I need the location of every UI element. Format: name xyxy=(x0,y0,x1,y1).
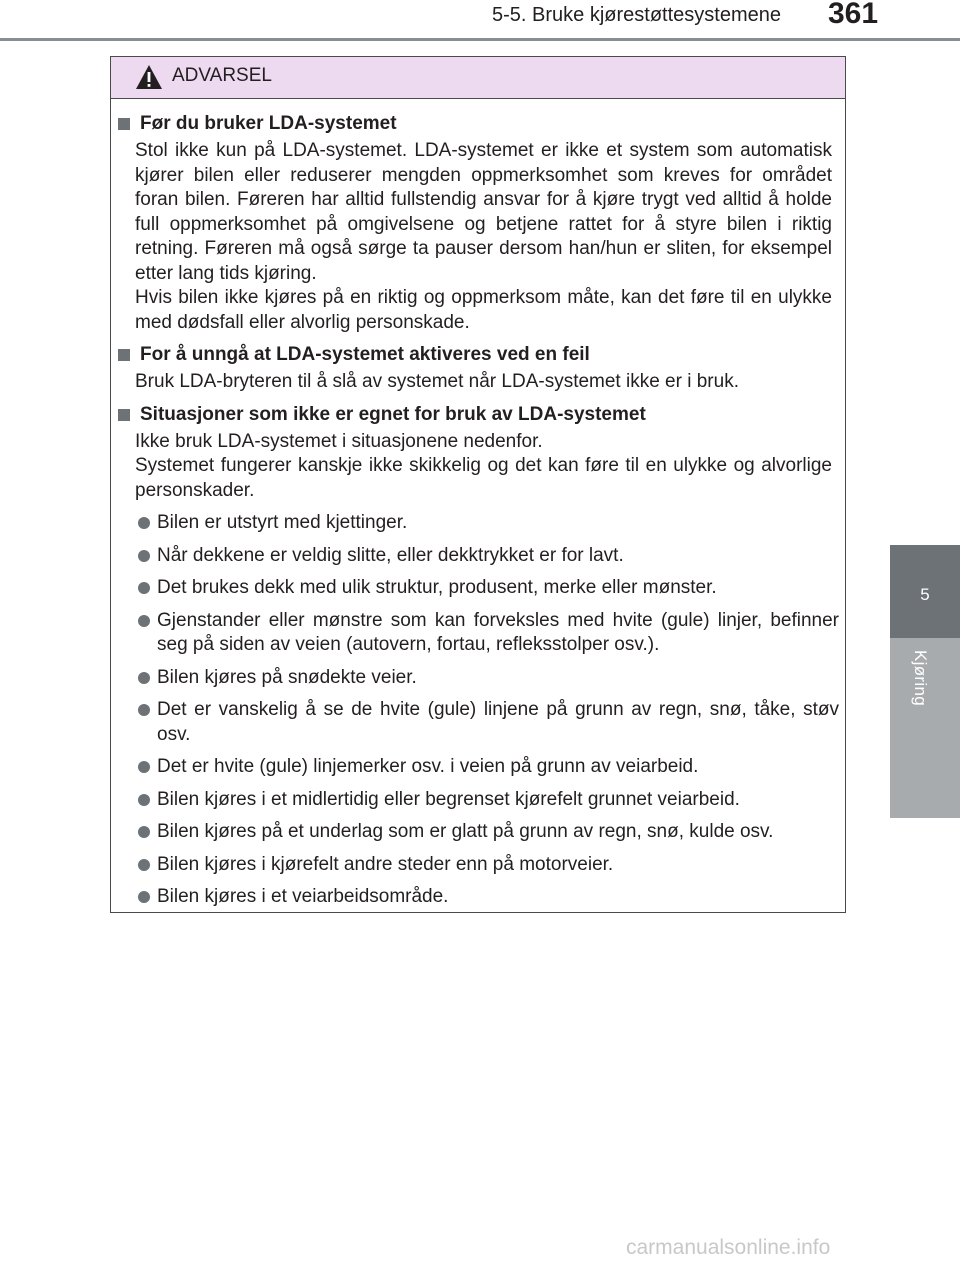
list-item xyxy=(111,666,839,691)
round-bullet-icon xyxy=(138,517,150,529)
list-item xyxy=(111,755,839,780)
round-bullet-icon xyxy=(138,615,150,627)
list-item-text: Bilen er utstyrt med kjettinger. xyxy=(157,512,408,533)
header-divider xyxy=(0,38,960,41)
footer-watermark: carmanualsonline.info xyxy=(626,1236,831,1259)
list-item-text: Det brukes dekk med ulik struktur, produsent, merke eller mønster. xyxy=(157,577,717,598)
list-item-text: Bilen kjøres i et veiarbeidsområde. xyxy=(157,886,449,907)
round-bullet-icon xyxy=(138,891,150,903)
paragraph: Stol ikke kun på LDA-systemet. LDA-systemet er ikke et system som automatisk kjører bilen eller reduserer mengden oppmerksomhet som kreves for området foran bilen. Føreren har alltid fullstendig ansvar for å kjøre trygt ved alltid å holde full oppmerksomhet på omgivelsene og betjene rattet for å styre bilen i riktig retning. Føreren må også sørge ta pauser dersom han/hun er sliten, for eksempel etter lang tids kjøring. xyxy=(135,140,832,284)
section-heading-text: Før du bruker LDA-systemet xyxy=(140,113,397,134)
section-heading-text: For å unngå at LDA-systemet aktiveres ved en feil xyxy=(140,344,590,365)
warning-header xyxy=(111,57,845,99)
list-item xyxy=(111,853,839,878)
list-item-text: Gjenstander eller mønstre som kan forveksles med hvite (gule) linjer, befinner seg på siden av veien (autovern, fortau, refleksstolper osv.). xyxy=(157,609,839,655)
section-heading xyxy=(116,343,847,370)
list-item xyxy=(111,820,839,845)
square-bullet-icon xyxy=(118,349,130,361)
list-item xyxy=(111,698,839,747)
warning-title: ADVARSEL xyxy=(172,65,272,86)
warning-box xyxy=(110,56,846,913)
paragraph: Systemet fungerer kanskje ikke skikkelig og det kan føre til en ulykke og alvorlige personskader. xyxy=(135,455,832,501)
list-item xyxy=(111,788,839,813)
paragraph: Hvis bilen ikke kjøres på en riktig og oppmerksom måte, kan det føre til en ulykke med dødsfall eller alvorlig personskade. xyxy=(135,287,832,333)
round-bullet-icon xyxy=(138,582,150,594)
page-number: 361 xyxy=(828,0,879,30)
section-title: 5-5. Bruke kjørestøttesystemene xyxy=(492,4,781,26)
section-heading-text: Situasjoner som ikke er egnet for bruk av LDA-systemet xyxy=(140,403,646,425)
chapter-label: Kjøring xyxy=(911,650,930,706)
round-bullet-icon xyxy=(138,550,150,562)
warning-section xyxy=(111,112,847,335)
page-header xyxy=(0,0,960,38)
round-bullet-icon xyxy=(138,859,150,871)
list-item-text: Når dekkene er veldig slitte, eller dekktrykket er for lavt. xyxy=(157,544,624,566)
round-bullet-icon xyxy=(138,704,150,716)
situation-list xyxy=(111,511,847,910)
square-bullet-icon xyxy=(118,118,130,130)
square-bullet-icon xyxy=(118,409,130,421)
list-item xyxy=(111,544,839,569)
list-item-text: Bilen kjøres i et midlertidig eller begrenset kjørefelt grunnet veiarbeid. xyxy=(157,788,740,810)
section-heading xyxy=(116,112,847,139)
list-item xyxy=(111,576,839,601)
chapter-tab xyxy=(890,545,960,638)
list-item-text: Bilen kjøres på snødekte veier. xyxy=(157,666,417,688)
chapter-label-tab xyxy=(890,638,960,818)
round-bullet-icon xyxy=(138,761,150,773)
round-bullet-icon xyxy=(138,672,150,684)
list-item-text: Det er vanskelig å se de hvite (gule) linjene på grunn av regn, snø, tåke, støv osv. xyxy=(157,699,839,745)
paragraph: Ikke bruk LDA-systemet i situasjonene nedenfor. xyxy=(135,430,543,452)
list-item xyxy=(111,609,839,658)
chapter-number: 5 xyxy=(920,585,930,604)
warning-body xyxy=(111,112,847,918)
warning-section xyxy=(111,343,847,395)
paragraph: Bruk LDA-bryteren til å slå av systemet når LDA-systemet ikke er i bruk. xyxy=(135,371,739,392)
round-bullet-icon xyxy=(138,794,150,806)
section-heading xyxy=(116,403,847,430)
list-item-text: Det er hvite (gule) linjemerker osv. i veien på grunn av veiarbeid. xyxy=(157,756,699,777)
list-item-text: Bilen kjøres i kjørefelt andre steder enn på motorveier. xyxy=(157,853,614,875)
warning-triangle-icon xyxy=(135,64,163,90)
round-bullet-icon xyxy=(138,826,150,838)
list-item xyxy=(111,885,839,910)
list-item xyxy=(111,511,839,536)
warning-section xyxy=(111,403,847,910)
list-item-text: Bilen kjøres på et underlag som er glatt på grunn av regn, snø, kulde osv. xyxy=(157,821,774,842)
